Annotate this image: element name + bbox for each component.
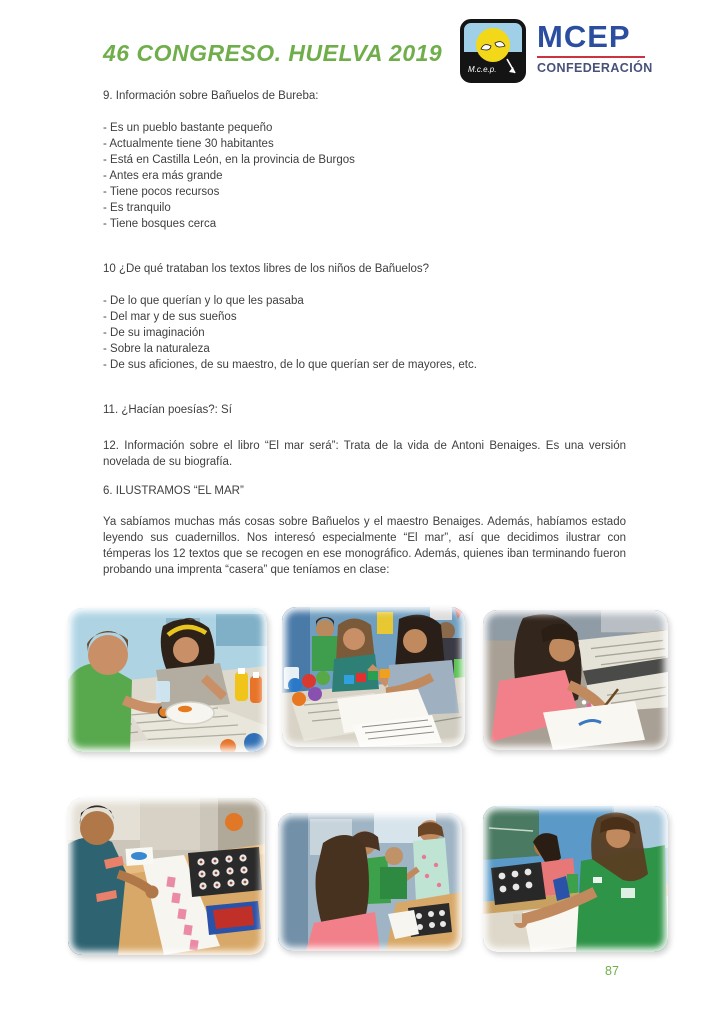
section-9-heading: 9. Información sobre Bañuelos de Bureba: xyxy=(103,90,319,102)
list-item: - Es un pueblo bastante pequeño xyxy=(103,122,273,134)
list-item: - Antes era más grande xyxy=(103,170,223,182)
section-12-text: 12. Información sobre el libro “El mar será”: Trata de la vida de Antoni Benaiges. Es una versión novelada de su biografía. xyxy=(103,440,626,468)
list-item: - Tiene pocos recursos xyxy=(103,186,220,198)
section-10-heading: 10 ¿De qué trataban los textos libres de los niños de Bañuelos? xyxy=(103,263,430,275)
photo-illustration xyxy=(68,608,267,752)
list-item: - Está en Castilla León, en la provincia de Burgos xyxy=(103,154,355,166)
page-number: 87 xyxy=(605,964,619,978)
list-item: - Tiene bosques cerca xyxy=(103,218,217,230)
logo-divider xyxy=(537,56,645,58)
mcep-emblem-icon xyxy=(460,19,526,83)
photo-illustration xyxy=(483,610,668,750)
logo-subtitle: CONFEDERACIÓN xyxy=(537,61,653,75)
photo-illustration xyxy=(68,798,265,955)
section-9-list xyxy=(103,120,626,232)
mcep-logo xyxy=(460,19,653,83)
photo-children-painting-2 xyxy=(282,607,465,747)
logo-acronym: MCEP xyxy=(537,19,631,54)
emblem-script-text: M.c.e.p. xyxy=(468,65,497,74)
list-item: - Es tranquilo xyxy=(103,202,171,214)
list-item: - De lo que querían y lo que les pasaba xyxy=(103,295,304,307)
list-item: - De su imaginación xyxy=(103,327,205,339)
photo-printing-press-2 xyxy=(278,813,462,951)
page-title: 46 CONGRESO. HUELVA 2019 xyxy=(103,40,443,66)
list-item: - Actualmente tiene 30 habitantes xyxy=(103,138,274,150)
photo-children-painting-1 xyxy=(68,608,267,752)
section-6-heading: 6. ILUSTRAMOS “EL MAR” xyxy=(103,485,244,497)
section-11-text: 11. ¿Hacían poesías?: Sí xyxy=(103,404,232,416)
logo-wordmark xyxy=(537,19,653,75)
section-10-list xyxy=(103,293,626,373)
list-item: - De sus aficiones, de su maestro, de lo que querían ser de mayores, etc. xyxy=(103,359,477,371)
photo-child-drawing xyxy=(483,610,668,750)
document-body xyxy=(103,88,626,578)
photo-printing-press-1 xyxy=(68,798,265,955)
photo-illustration xyxy=(278,813,462,951)
photo-illustration xyxy=(483,806,668,952)
list-item: - Sobre la naturaleza xyxy=(103,343,210,355)
section-6-paragraph: Ya sabíamos muchas más cosas sobre Bañuelos y el maestro Benaiges. Además, habíamos estado leyendo sus cuadernillos. Nos interesó especialmente “El mar”, así que decidimos ilustrar con témperas los 12 textos que se recogen en ese monográfico. Además, quienes iban terminando fueron probando una imprenta “casera” que teníamos en clase: xyxy=(103,516,626,576)
photo-printing-press-3 xyxy=(483,806,668,952)
photo-illustration xyxy=(282,607,465,747)
list-item: - Del mar y de sus sueños xyxy=(103,311,237,323)
